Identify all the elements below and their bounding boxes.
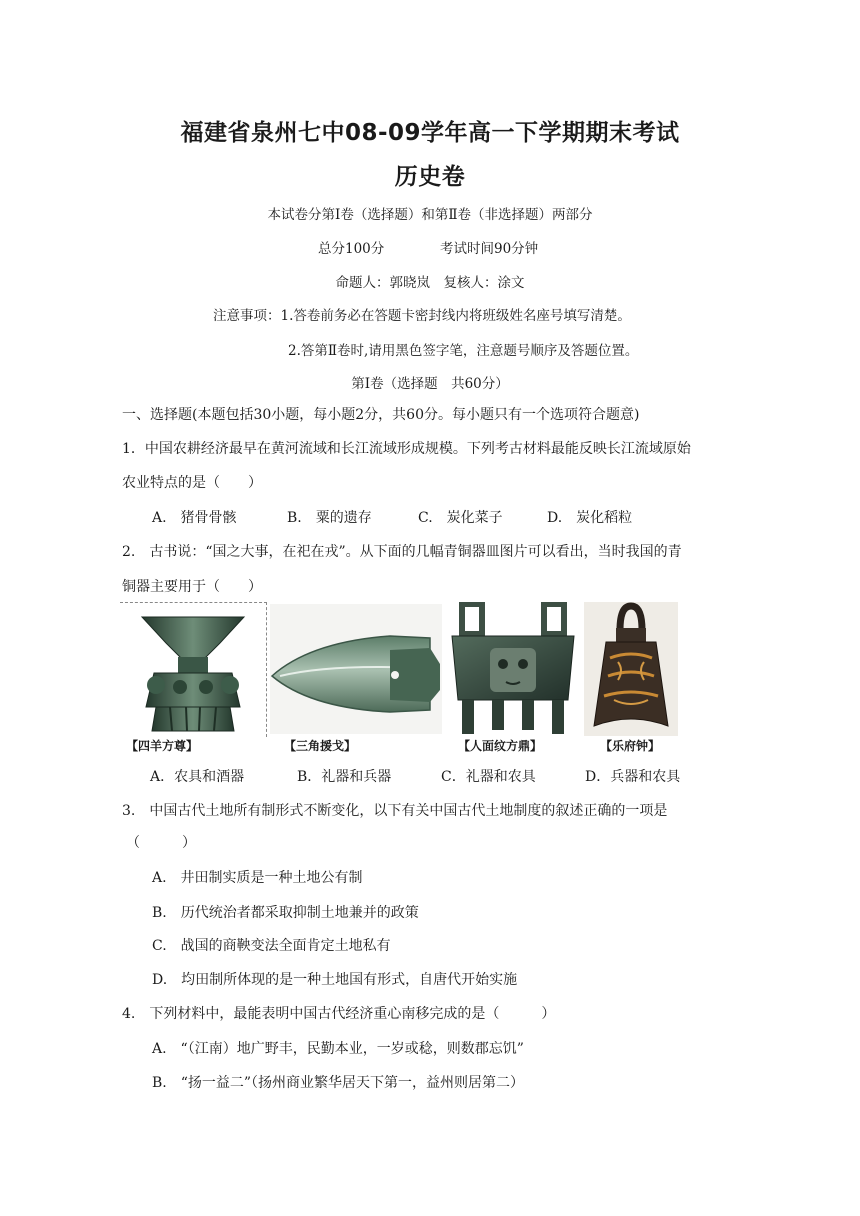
exam-time: 考试时间90分钟 xyxy=(440,241,539,257)
yuefu-bell-image xyxy=(584,602,678,736)
question-1-option-b: B. 粟的遗存 xyxy=(287,510,372,526)
question-4-option-b: B. “扬一益二”（扬州商业繁华居天下第一，益州则居第二） xyxy=(152,1075,525,1091)
question-2-line-1: 2. 古书说：“国之大事，在祀在戎”。从下面的几幅青铜器皿图片可以看出，当时我国的青 xyxy=(122,544,682,560)
question-1-option-d: D. 炭化稻粒 xyxy=(547,510,633,526)
caption-human-face-ding: 【人面纹方鼎】 xyxy=(458,739,543,753)
question-2-line-2: 铜器主要用于（ ） xyxy=(122,579,262,595)
caption-four-ram-zun: 【四羊方尊】 xyxy=(126,739,199,753)
part-one-title: 第Ⅰ卷（选择题 共60分） xyxy=(351,376,509,392)
document-title: 福建省泉州七中08-09学年高一下学期期末考试 xyxy=(180,120,680,146)
question-3-option-b: B. 历代统治者都采取抑制土地兼并的政策 xyxy=(152,905,419,921)
question-3-option-d: D. 均田制所体现的是一种土地国有形式，自唐代开始实施 xyxy=(152,972,518,988)
question-3-option-c: C. 战国的商鞅变法全面肯定土地私有 xyxy=(152,938,391,954)
question-2-option-b: B．礼器和兵器 xyxy=(297,769,392,785)
exam-intro: 本试卷分第Ⅰ卷（选择题）和第Ⅱ卷（非选择题）两部分 xyxy=(267,207,593,223)
question-1-option-c: C. 炭化菜子 xyxy=(418,510,503,526)
caption-triangle-ge: 【三角援戈】 xyxy=(284,739,357,753)
question-4-option-a: A. “（江南）地广野丰，民勤本业，一岁或稔，则数郡忘饥” xyxy=(152,1041,524,1057)
triangle-ge-image xyxy=(270,604,442,734)
exam-note-1: 注意事项：1.答卷前务必在答题卡密封线内将班级姓名座号填写清楚。 xyxy=(213,308,631,324)
question-1-line-2: 农业特点的是（ ） xyxy=(122,475,262,491)
question-2-option-c: C．礼器和农具 xyxy=(441,769,536,785)
exam-note-2: 2.答第Ⅱ卷时,请用黑色签字笔，注意题号顺序及答题位置。 xyxy=(288,343,639,359)
document-subtitle: 历史卷 xyxy=(394,164,466,190)
exam-authors: 命题人：郭晓岚 复核人：涂文 xyxy=(335,275,525,291)
question-3-option-a: A. 井田制实质是一种土地公有制 xyxy=(152,870,363,886)
human-face-ding-image xyxy=(446,602,580,736)
section-title: 一、选择题(本题包括30小题，每小题2分，共60分。每小题只有一个选项符合题意) xyxy=(122,407,640,423)
question-1-option-a: A. 猪骨骨骸 xyxy=(152,510,237,526)
total-score: 总分100分 xyxy=(318,241,385,257)
question-2-option-a: A．农具和酒器 xyxy=(150,769,245,785)
question-1-line-1: 1．中国农耕经济最早在黄河流域和长江流域形成规模。下列考古材料最能反映长江流域原始 xyxy=(122,441,691,457)
question-2-option-d: D．兵器和农具 xyxy=(585,769,681,785)
question-3-line-2: （ ） xyxy=(126,835,196,851)
four-ram-zun-image xyxy=(120,602,267,737)
caption-yuefu-bell: 【乐府钟】 xyxy=(600,739,661,753)
question-3-line-1: 3. 中国古代土地所有制形式不断变化，以下有关中国古代土地制度的叙述正确的一项是 xyxy=(122,803,668,819)
question-4-line-1: 4. 下列材料中，最能表明中国古代经济重心南移完成的是（ ） xyxy=(122,1006,556,1022)
